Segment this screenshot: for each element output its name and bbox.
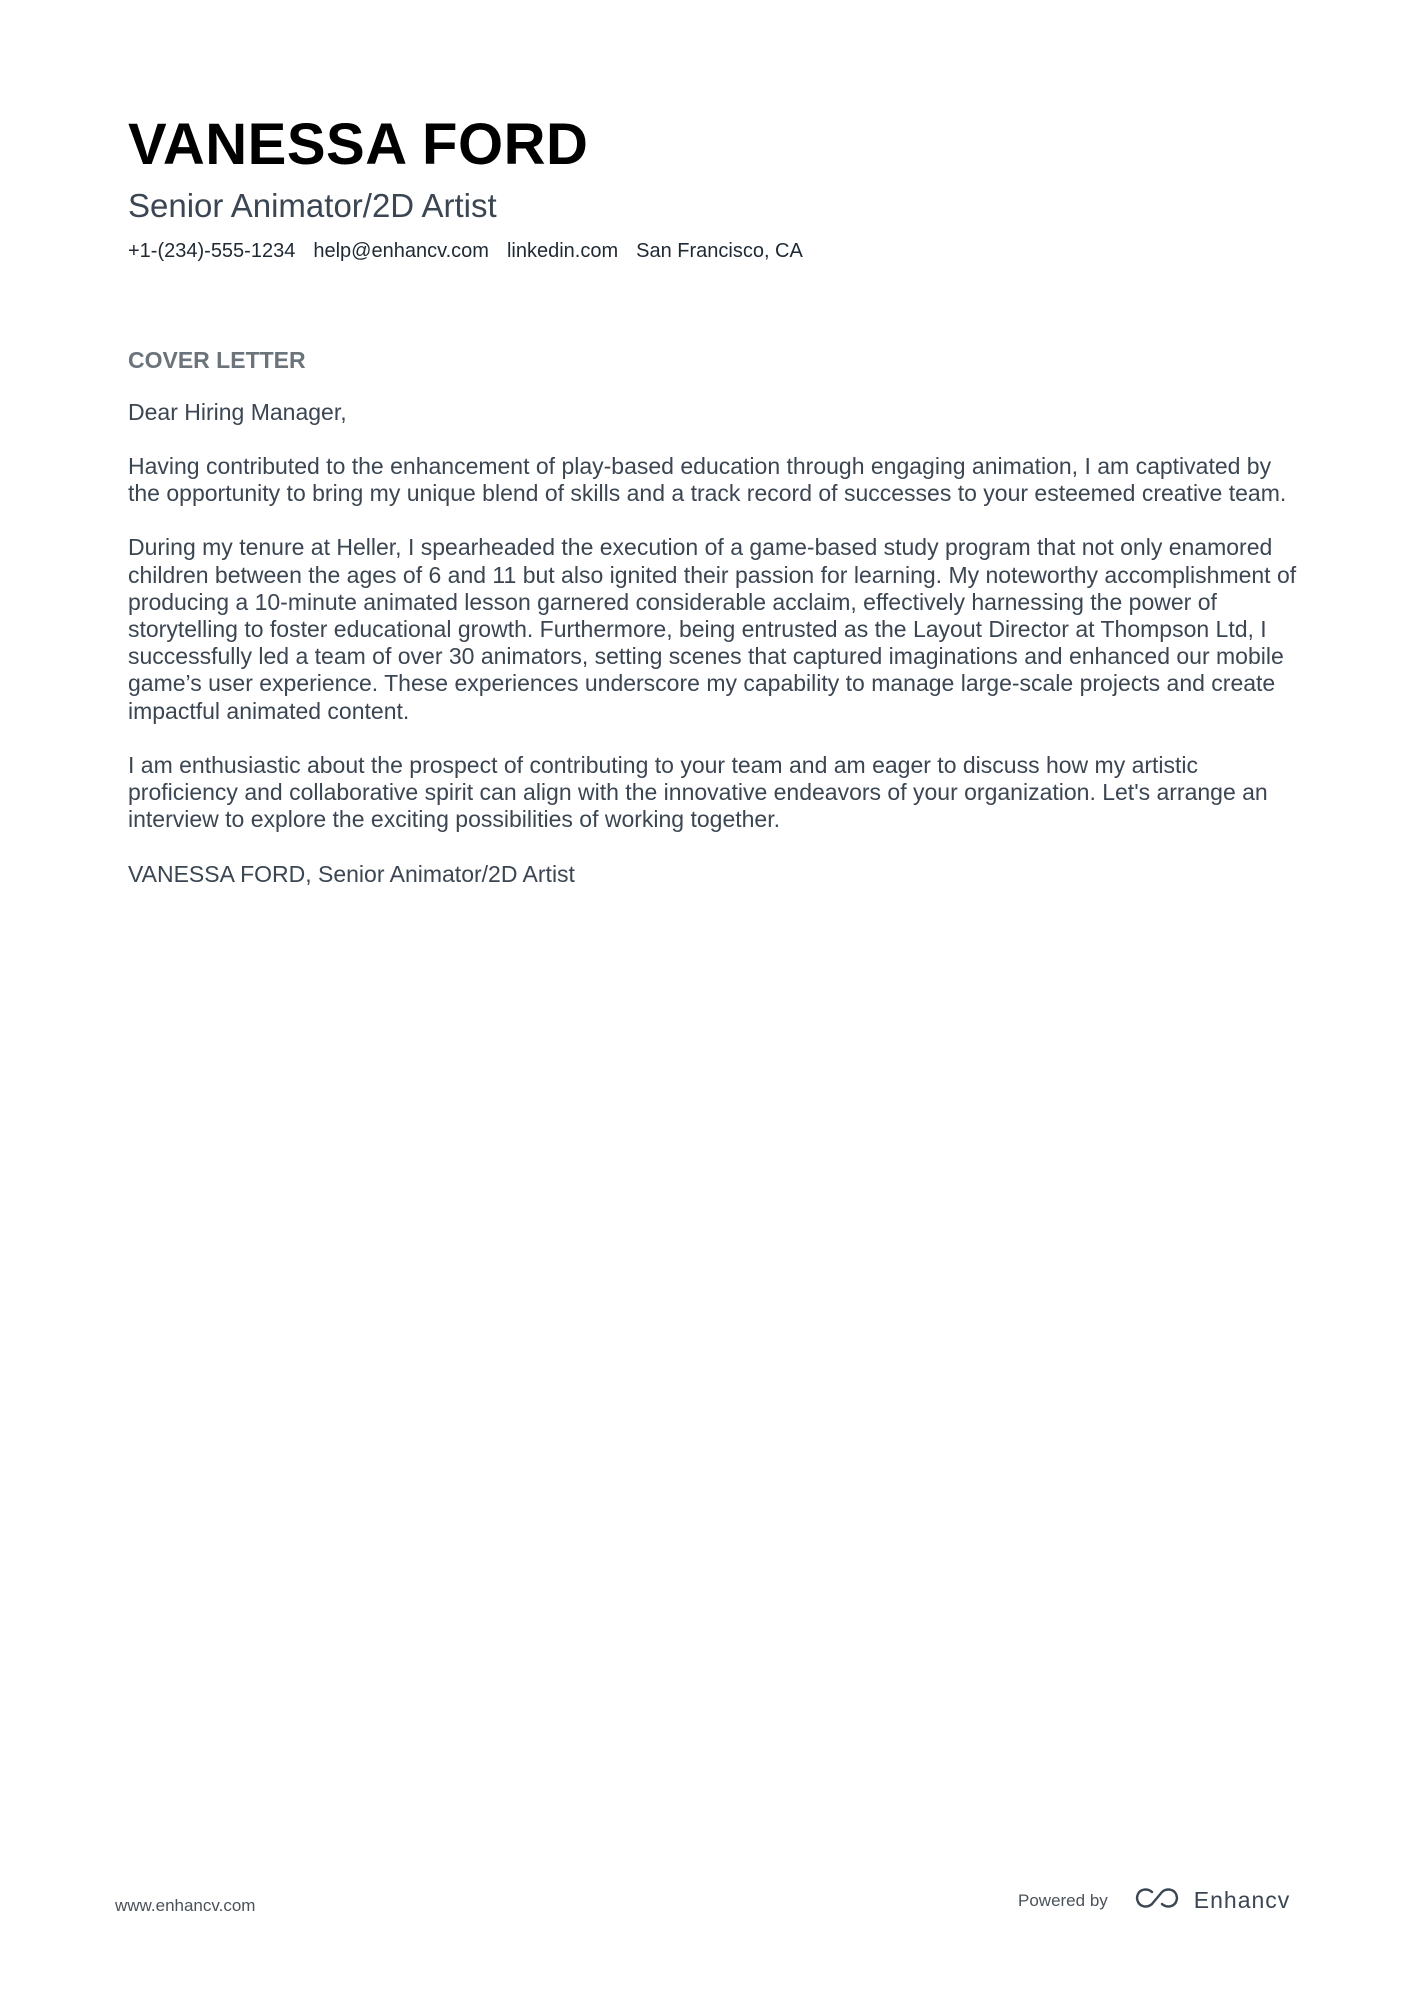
- contact-info: [128, 238, 1298, 264]
- contact-location: San Francisco, CA: [636, 240, 803, 262]
- letter-paragraph: During my tenure at Heller, I spearheaded the execution of a game-based study program that not only enamored children between the ages of 6 and 11 but also ignited their passion for learning. My noteworthy accomplishment of producing a 10-minute animated lesson garnered considerable acclaim, effectively harnessing the power of storytelling to foster educational growth. Furthermore, being entrusted as the Layout Director at Thompson Ltd, I successfully led a team of over 30 animators, setting scenes that captured imaginations and enhanced our mobile game’s user experience. These experiences underscore my capability to manage large-scale projects and create impactful animated content.: [128, 534, 1297, 724]
- contact-phone: +1-(234)-555-1234: [128, 240, 296, 262]
- letter-signature: VANESSA FORD, Senior Animator/2D Artist: [128, 861, 575, 888]
- section-title: COVER LETTER: [128, 347, 306, 373]
- candidate-name: VANESSA FORD: [128, 112, 589, 177]
- cover-letter-page: [128, 112, 1298, 888]
- letter-paragraph: Having contributed to the enhancement of play-based education through engaging animation, I am captivated by the opportunity to bring my unique blend of skills and a track record of successes to your esteemed creative team.: [128, 453, 1287, 507]
- letter-paragraph: I am enthusiastic about the prospect of contributing to your team and am eager to discuss how my artistic proficiency and collaborative spirit can align with the innovative endeavors of your organization. Let's arrange an interview to explore the exciting possibilities of working together.: [128, 751, 1268, 833]
- enhancv-logo-icon: [1134, 1886, 1180, 1915]
- contact-email: help@enhancv.com: [313, 240, 489, 262]
- candidate-title: Senior Animator/2D Artist: [128, 187, 497, 224]
- letter-greeting: Dear Hiring Manager,: [128, 399, 347, 425]
- brand: [1134, 1886, 1291, 1915]
- powered-by-label: Powered by: [1018, 1890, 1108, 1910]
- brand-name: Enhancv: [1193, 1887, 1291, 1913]
- contact-linkedin: linkedin.com: [506, 240, 619, 262]
- footer-branding: [1018, 1886, 1290, 1915]
- footer-website: www.enhancv.com: [115, 1896, 256, 1915]
